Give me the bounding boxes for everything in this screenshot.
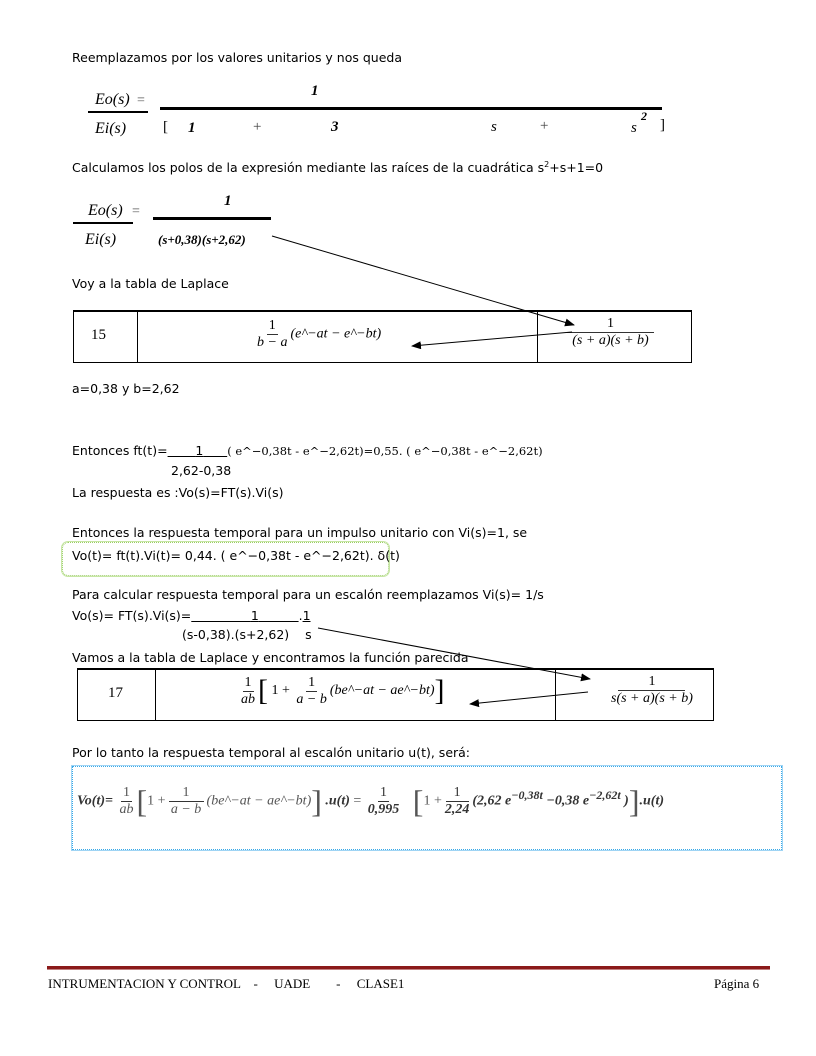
arrow-3 bbox=[318, 628, 590, 679]
ft-line: Entonces ft(t)= 1 ( e^−0,38t - e^−2,62t)=0,55. ( e^−0,38t - e^−2,62t) bbox=[72, 443, 543, 458]
ft-denominator: 2,62-0,38 bbox=[171, 463, 232, 478]
response-text: La respuesta es :Vo(s)=FT(s).Vi(s) bbox=[72, 485, 284, 500]
exponent: 2 bbox=[641, 109, 647, 123]
ei-label: Ei(s) bbox=[85, 231, 117, 248]
impulse-text: Entonces la respuesta temporal para un impulso unitario con Vi(s)=1, se bbox=[72, 525, 528, 540]
bracket: ] bbox=[660, 117, 665, 133]
footer-left: INTRUMENTACION Y CONTROL - UADE - CLASE1 bbox=[48, 976, 405, 991]
final-equation: Vo(t)= $\frac{1}{ab}$ [1 + $\frac{1}{a - b}$ (be^−at − ae^−bt)] .u(t) = $\frac{1}{0,995}$ [1 + $\frac{1}{2,24}$ (2,62 $e^{-0,38t} -0,38$ $e^{-2,62t}$ )].u(t) bbox=[77, 783, 664, 819]
ei-label: Ei(s) bbox=[95, 120, 127, 137]
poles-text: Calculamos los polos de la expresión mediante las raíces de la cuadrática $s^2+s+1=0$ bbox=[72, 160, 604, 176]
arrow-4 bbox=[470, 692, 588, 704]
equals: = bbox=[132, 204, 140, 219]
intro-text: Reemplazamos por los valores unitarios y nos queda bbox=[72, 50, 402, 65]
step-denominator: (s-0,38).(s+2,62) s bbox=[182, 627, 312, 642]
term: 1 bbox=[188, 120, 196, 136]
s-function: $\frac{1}{(s + a)(s + b)}$ bbox=[564, 316, 657, 349]
table-index: 17 bbox=[108, 685, 123, 701]
impulse-result: Vo(t)= ft(t).Vi(t)= 0,44. ( e^−0,38t - e^−2,62t). δ(t) bbox=[72, 548, 400, 563]
footer-rule bbox=[47, 966, 770, 970]
s-function: $\frac{1}{s(s + a)(s + b)}$ bbox=[611, 674, 693, 706]
step-equation: Vo(s)= FT(s).Vi(s)= 1 .1 bbox=[72, 608, 311, 623]
denominator: (s+0,38)(s+2,62) bbox=[158, 232, 246, 247]
page-number: Página 6 bbox=[714, 976, 760, 991]
eo-label: Eo(s) bbox=[88, 202, 123, 219]
time-function: $\frac{1}{b - a}$ (e^−at − e^−bt) bbox=[257, 318, 382, 350]
term: 3 bbox=[331, 119, 339, 135]
conclusion-text: Por lo tanto la respuesta temporal al escalón unitario u(t), será: bbox=[72, 745, 471, 760]
numerator: 1 bbox=[311, 83, 319, 99]
time-function: $\frac{1}{ab}$ [ 1 + $\frac{1}{a - b}$ (be^−at − ae^−bt)] bbox=[241, 674, 445, 707]
step-text: Para calcular respuesta temporal para un escalón reemplazamos Vi(s)= 1/s bbox=[72, 587, 544, 602]
term: s bbox=[491, 119, 497, 135]
plus: + bbox=[253, 119, 262, 135]
eo-label: Eo(s) bbox=[95, 91, 130, 108]
arrow-1 bbox=[272, 236, 574, 325]
table-intro-2: Vamos a la tabla de Laplace y encontramos la función parecida bbox=[72, 650, 469, 665]
table-intro: Voy a la tabla de Laplace bbox=[72, 276, 229, 291]
ab-values: a=0,38 y b=2,62 bbox=[72, 381, 180, 396]
table-index: 15 bbox=[91, 327, 106, 343]
bracket: [ bbox=[163, 119, 168, 135]
arrow-2 bbox=[412, 332, 572, 346]
term: s bbox=[631, 120, 637, 136]
equals: = bbox=[137, 93, 145, 108]
numerator: 1 bbox=[224, 193, 232, 209]
plus: + bbox=[540, 118, 549, 134]
